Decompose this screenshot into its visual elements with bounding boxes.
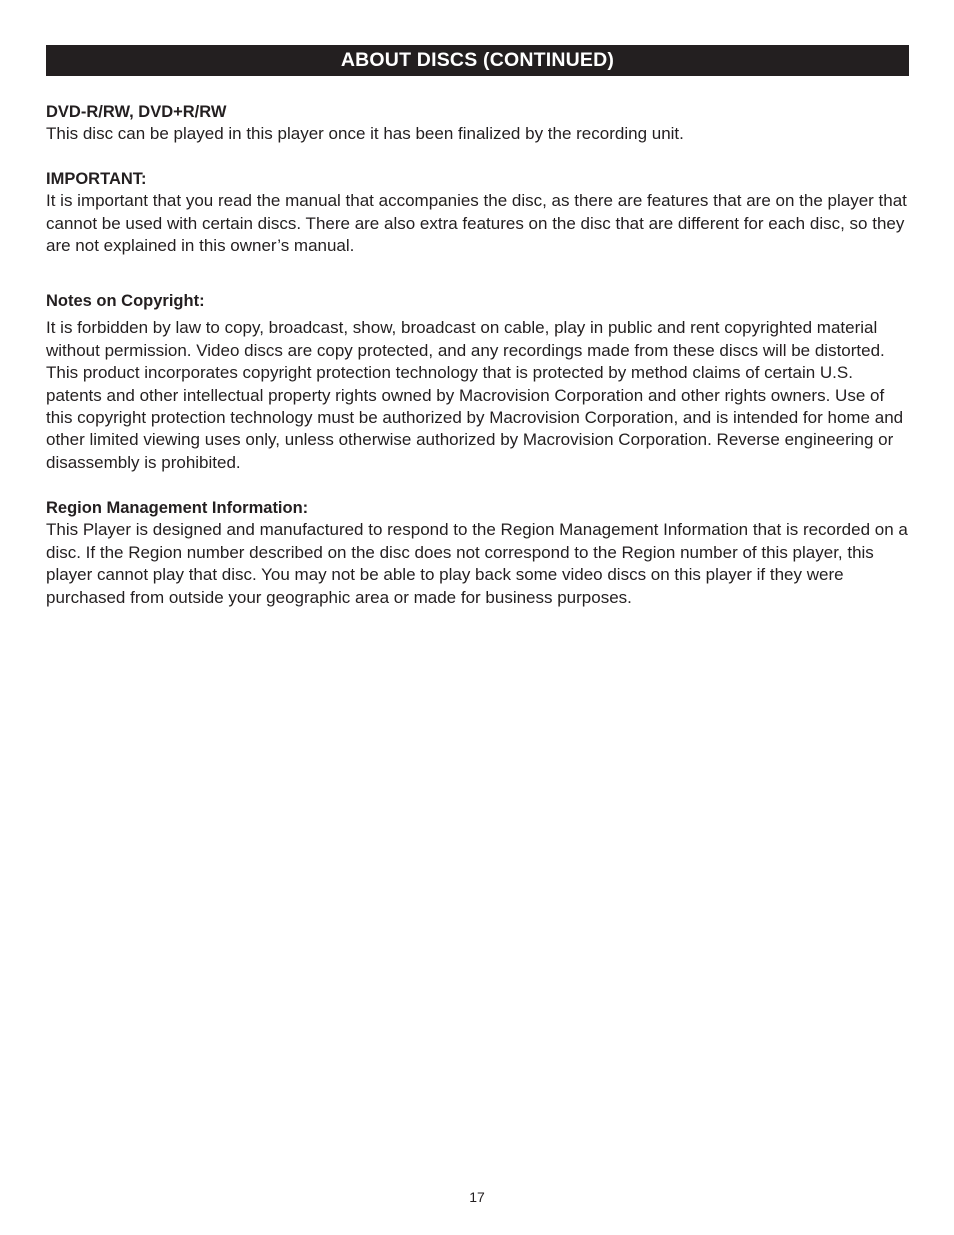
section-body: It is important that you read the manual that accompanies the disc, as there are features that are on the player that cannot be used with certain discs. There are also extra features on the disc that are different for each disc, so they are not explained in this owner’s manual.	[46, 191, 907, 256]
section-dvd-r-rw	[46, 101, 912, 146]
section-important	[46, 168, 912, 258]
section-notes-on-copyright	[46, 290, 912, 474]
page-title-bar	[46, 45, 909, 76]
section-heading: Notes on Copyright:	[46, 292, 205, 310]
section-heading: DVD-R/RW, DVD+R/RW	[46, 103, 227, 121]
section-body: It is forbidden by law to copy, broadcast, show, broadcast on cable, play in public and rent copyrighted material without permission. Video discs are copy protected, and any recordings made from these discs will be distorted. This product incorporates copyright protection technology that is protected by method claims of certain U.S. patents and other intellectual property rights owned by Macrovision Corporation and other rights owners. Use of this copyright protection technology must be authorized by Macrovision Corporation, and is intended for home and other limited viewing uses only, unless otherwise authorized by Macrovision Corporation. Reverse engineering or disassembly is prohibited.	[46, 318, 904, 472]
section-body: This Player is designed and manufactured to respond to the Region Management Information that is recorded on a disc. If the Region number described on the disc does not correspond to the Region number of this player, this player cannot play that disc. You may not be able to play back some video discs on this player if they were purchased from outside your geographic area or made for business purposes.	[46, 520, 908, 607]
section-body: This disc can be played in this player once it has been finalized by the recording unit.	[46, 124, 684, 144]
section-heading: Region Management Information:	[46, 499, 309, 517]
page-number: 17	[469, 1189, 485, 1205]
page-title: ABOUT DISCS (CONTINUED)	[340, 49, 615, 71]
section-region-management	[46, 497, 912, 609]
section-heading: IMPORTANT:	[46, 170, 147, 188]
